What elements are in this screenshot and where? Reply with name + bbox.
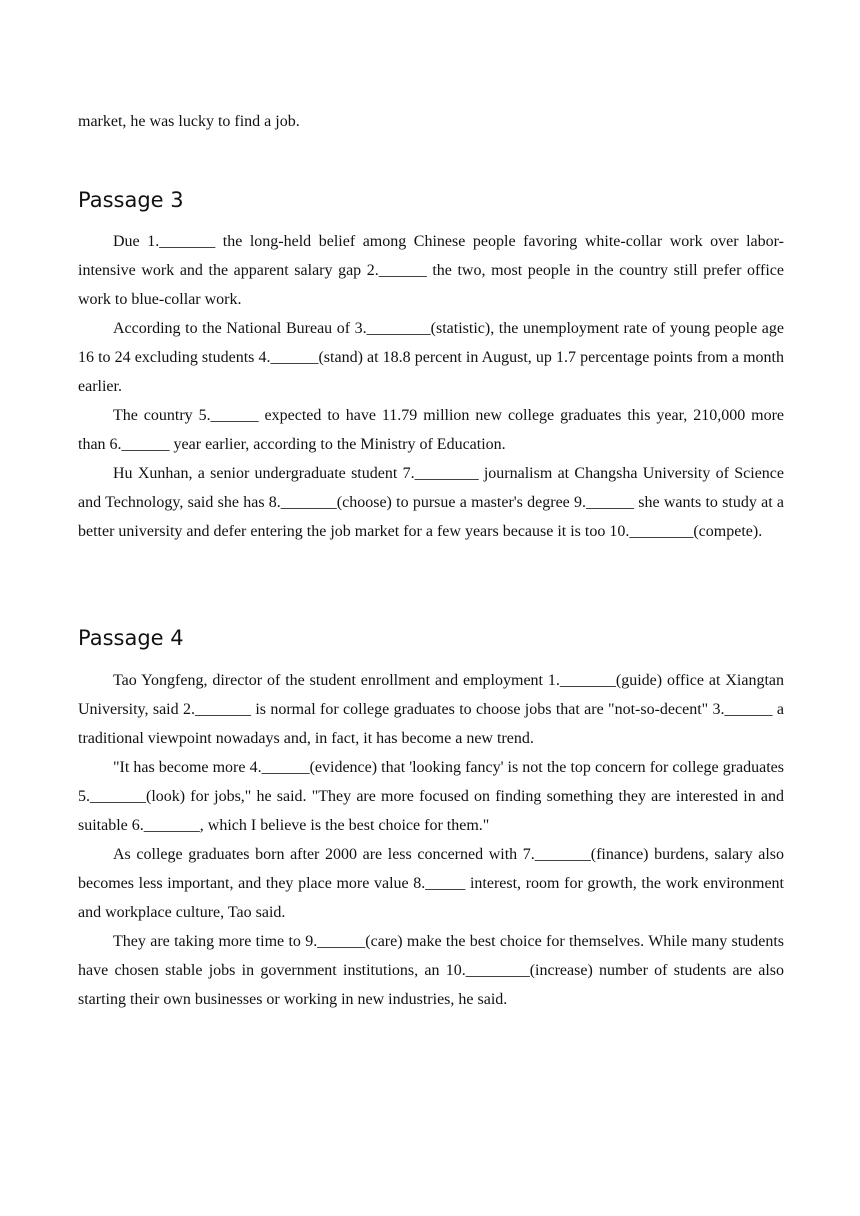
passage-4-paragraph-3: As college graduates born after 2000 are less concerned with 7._______(finance) burdens, salary also becomes less important, and they place more value 8._____ interest, room for growth, the work environment and workplace culture, Tao said. bbox=[78, 846, 784, 921]
passage-3-paragraph-3: The country 5.______ expected to have 11.79 million new college graduates this year, 210,000 more than 6.______ year earlier, according to the Ministry of Education. bbox=[78, 407, 784, 453]
passage-4-paragraph-2: "It has become more 4.______(evidence) that 'looking fancy' is not the top concern for college graduates 5._______(look) for jobs," he said. "They are more focused on finding something they are interested in and suitable 6._______, which I believe is the best choice for them." bbox=[78, 759, 784, 834]
passage-4-paragraph-1: Tao Yongfeng, director of the student enrollment and employment 1._______(guide) office at Xiangtan University, said 2._______ is normal for college graduates to choose jobs that are "not-so-decent" 3.______ a traditional viewpoint nowadays and, in fact, it has become a new trend. bbox=[78, 672, 784, 747]
continued-text: market, he was lucky to find a job. bbox=[78, 113, 300, 130]
passage-3-paragraph-1: Due 1._______ the long-held belief among Chinese people favoring white-collar work over labor-intensive work and the apparent salary gap 2.______ the two, most people in the country still prefer office work to blue-collar work. bbox=[78, 233, 784, 308]
passage-4-title: Passage 4 bbox=[78, 626, 184, 650]
passage-3-paragraph-2: According to the National Bureau of 3.________(statistic), the unemployment rate of young people age 16 to 24 excluding students 4.______(stand) at 18.8 percent in August, up 1.7 percentage points from a month earlier. bbox=[78, 320, 784, 395]
passage-3-body bbox=[78, 227, 784, 546]
passage-4-paragraph-4: They are taking more time to 9.______(care) make the best choice for themselves. While many students have chosen stable jobs in government institutions, an 10.________(increase) number of students are also starting their own businesses or working in new industries, he said. bbox=[78, 933, 784, 1008]
passage-4-body bbox=[78, 666, 784, 1014]
passage-3-paragraph-4: Hu Xunhan, a senior undergraduate student 7.________ journalism at Changsha University of Science and Technology, said she has 8._______(choose) to pursue a master's degree 9.______ she wants to study at a better university and defer entering the job market for a few years because it is too 10.________(compete). bbox=[78, 465, 784, 540]
passage-3-title: Passage 3 bbox=[78, 188, 184, 212]
